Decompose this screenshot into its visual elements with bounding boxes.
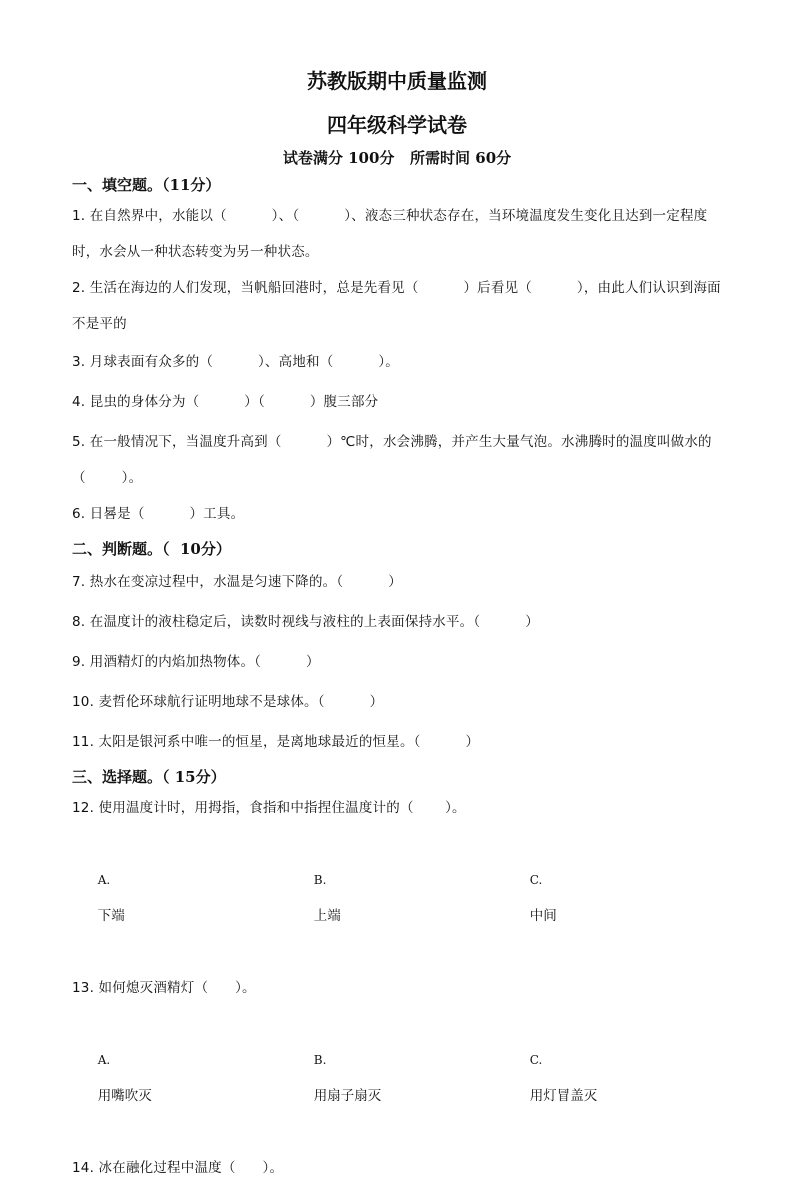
question-1: 1. 在自然界中，水能以（ ）、（ ）、液态三种状态存在，当环境温度发生变化且达到一定程度时，水会从一种状态转变为另一种状态。 [72,208,708,260]
option-letter: B. [313,873,327,887]
option-c [504,826,720,970]
question-12: 12. 使用温度计时，用拇指，食指和中指捏住温度计的（ ）。 [72,800,466,816]
question-12-options [72,826,722,970]
option-text: 用灯冒盖灭 [529,1088,598,1104]
option-text: 用嘴吹灭 [97,1088,152,1104]
option-letter: C. [529,873,543,887]
option-a [72,1006,288,1150]
option-text: 用扇子扇灭 [313,1088,382,1104]
question-3: 3. 月球表面有众多的（ ）、高地和（ ）。 [72,354,399,370]
option-b [288,1006,504,1150]
option-a [72,826,288,970]
question-5: 5. 在一般情况下，当温度升高到（ ）℃时，水会沸腾，并产生大量气泡。水沸腾时的温度叫做水的（ ）。 [72,434,712,486]
exam-meta: 试卷满分 100分 所需时间 60分 [282,149,512,167]
question-14: 14. 冰在融化过程中温度（ ）。 [72,1160,284,1176]
option-letter: A. [97,1053,111,1067]
question-9: 9. 用酒精灯的内焰加热物体。（ ） [72,654,320,670]
option-letter: B. [313,1053,327,1067]
option-letter: C. [529,1053,543,1067]
option-text: 下端 [97,908,125,924]
option-text: 上端 [313,908,341,924]
section-heading-true-false: 二、判断题。（ 10分） [72,540,231,558]
section-heading-fill-blank: 一、填空题。（11分） [72,176,221,194]
question-6: 6. 日晷是（ ）工具。 [72,506,245,522]
question-10: 10. 麦哲伦环球航行证明地球不是球体。（ ） [72,694,384,710]
option-c [504,1006,720,1150]
question-11: 11. 太阳是银河系中唯一的恒星，是离地球最近的恒星。（ ） [72,734,480,750]
question-13-options [72,1006,722,1150]
option-text: 中间 [529,908,557,924]
question-8: 8. 在温度计的液柱稳定后，读数时视线与液柱的上表面保持水平。（ ） [72,614,539,630]
question-13: 13. 如何熄灭酒精灯（ ）。 [72,980,256,996]
option-letter: A. [97,873,111,887]
question-2: 2. 生活在海边的人们发现，当帆船回港时，总是先看见（ ）后看见（ ），由此人们认识到海面不是平的 [72,280,721,332]
option-b [288,826,504,970]
exam-subtitle: 四年级科学试卷 [327,113,467,137]
question-7: 7. 热水在变凉过程中，水温是匀速下降的。（ ） [72,574,402,590]
section-heading-multiple-choice: 三、选择题。（ 15分） [72,768,226,786]
question-4: 4. 昆虫的身体分为（ ）（ ）腹三部分 [72,394,379,410]
exam-title: 苏教版期中质量监测 [307,69,487,93]
